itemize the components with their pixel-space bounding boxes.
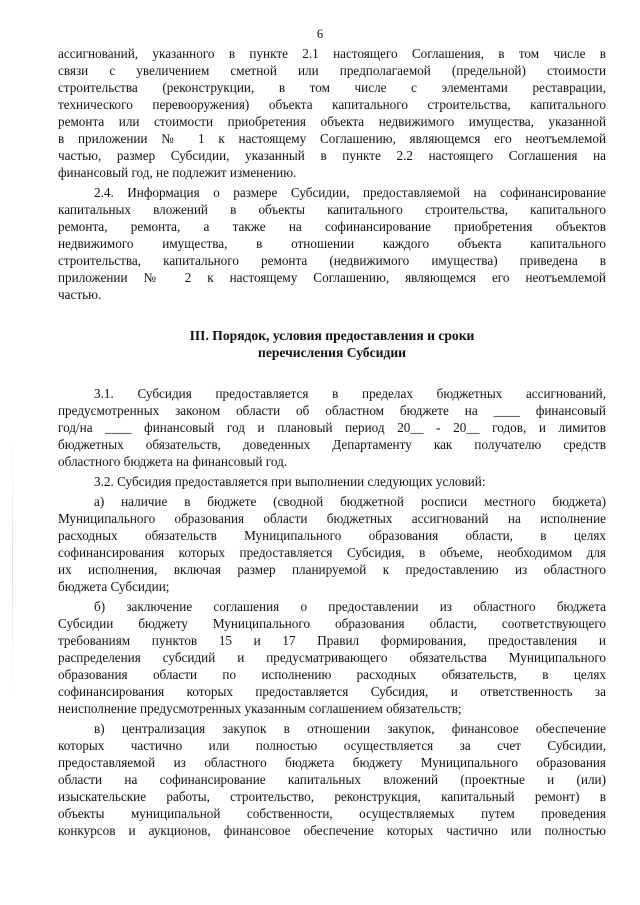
text-line: год/на ____ финансовый год и плановый период 20__ - 20__ годов, и лимитов	[58, 420, 606, 435]
text-line: ремонта или стоимости приобретения объекта недвижимого имущества, указанной	[58, 114, 606, 129]
document-body	[58, 45, 606, 839]
text-line: расходных обязательств Муниципального образования области, в целях	[58, 528, 606, 543]
text-line: в) централизация закупок в отношении закупок, финансовое обеспечение	[94, 721, 606, 736]
paragraph-item-v	[58, 720, 606, 839]
text-line: 3.2. Субсидия предоставляется при выполнении следующих условий:	[94, 474, 486, 489]
text-line: технического перевооружения) объекта капитального строительства, капитального	[58, 97, 606, 112]
text-line: бюджета Субсидии;	[58, 579, 170, 594]
text-line: 2.4. Информация о размере Субсидии, предоставляемой на софинансирование	[94, 185, 606, 200]
text-line: ассигнований, указанного в пункте 2.1 настоящего Соглашения, в том числе в	[58, 46, 606, 61]
text-line: предусмотренных законом области об областном бюджете на ____ финансовый	[58, 403, 606, 418]
text-line: 3.1. Субсидия предоставляется в пределах бюджетных ассигнований,	[94, 386, 606, 401]
text-line: строительства (реконструкции, в том числе с элементами реставрации,	[58, 80, 606, 95]
text-line: Субсидии бюджету Муниципального образования области, соответствующего	[58, 616, 606, 631]
paragraph-item-b	[58, 598, 606, 717]
text-line: предоставляемой из областного бюджета бюджету Муниципального образования	[58, 755, 606, 770]
text-line: распределения субсидий и предусматривающего обязательства Муниципального	[58, 650, 606, 665]
text-line: б) заключение соглашения о предоставлении из областного бюджета	[94, 599, 606, 614]
text-line: строительства, капитального ремонта (недвижимого имущества) приведена в	[58, 253, 606, 268]
text-line: бюджетных обязательств, доведенных Департаменту как получателю средств	[58, 437, 606, 452]
text-line: в приложении № 1 к настоящему Соглашению, являющемся его неотъемлемой	[58, 131, 606, 146]
paragraph-2-4	[58, 184, 606, 303]
text-line: капитальных вложений в объекты капитального строительства, капитального	[58, 202, 606, 217]
paragraph-3-1	[58, 385, 606, 470]
heading-line: III. Порядок, условия предоставления и сроки	[189, 328, 475, 343]
text-line: их исполнения, включая размер планируемой к предоставлению из областного	[58, 562, 606, 577]
text-line: областного бюджета на финансовый год.	[58, 454, 288, 469]
section-heading	[58, 327, 606, 361]
scan-artifact	[12, 430, 13, 700]
text-line: образования области по исполнению расходных обязательств, в целях	[58, 667, 606, 682]
text-line: конкурсов и аукционов, финансовое обеспечение которых частично или полностью	[58, 823, 606, 838]
text-line: а) наличие в бюджете (сводной бюджетной росписи местного бюджета)	[94, 494, 606, 509]
text-line: ремонта, ремонта, а также на софинансирование приобретения объектов	[58, 219, 606, 234]
text-line: неисполнение предусмотренных указанным соглашением обязательств;	[58, 701, 462, 716]
text-line: объекты муниципальной собственности, осуществляемых путем проведения	[58, 806, 606, 821]
text-line: области на софинансирование капитальных вложений (проектные и (или)	[58, 772, 606, 787]
text-line: частью, размер Субсидии, указанный в пункте 2.2 настоящего Соглашения на	[58, 148, 606, 163]
text-line: которых частично или полностью осуществляется за счет Субсидии,	[58, 738, 606, 753]
paragraph-continuation	[58, 45, 606, 181]
text-line: требованиям пунктов 15 и 17 Правил формирования, предоставления и	[58, 633, 606, 648]
paragraph-item-a	[58, 493, 606, 595]
text-line: софинансирования которых предоставляется Субсидия, и ответственность за	[58, 684, 606, 699]
text-line: финансовый год, не подлежит изменению.	[58, 165, 297, 180]
text-line: приложении № 2 к настоящему Соглашению, являющемся его неотъемлемой	[58, 270, 606, 285]
text-line: софинансирования которых предоставляется Субсидия, в объеме, необходимом для	[58, 545, 606, 560]
text-line: частью.	[58, 287, 102, 302]
page-number: 6	[316, 27, 324, 41]
paragraph-3-2	[58, 473, 606, 490]
text-line: связи с увеличением сметной или предполагаемой (предельной) стоимости	[58, 63, 606, 78]
text-line: Муниципального образования области бюджетных ассигнований на исполнение	[58, 511, 606, 526]
text-line: изыскательские работы, строительство, реконструкция, капитальный ремонт) в	[58, 789, 606, 804]
heading-line: перечисления Субсидии	[257, 345, 407, 360]
text-line: недвижимого имущества, в отношении каждого объекта капитального	[58, 236, 606, 251]
